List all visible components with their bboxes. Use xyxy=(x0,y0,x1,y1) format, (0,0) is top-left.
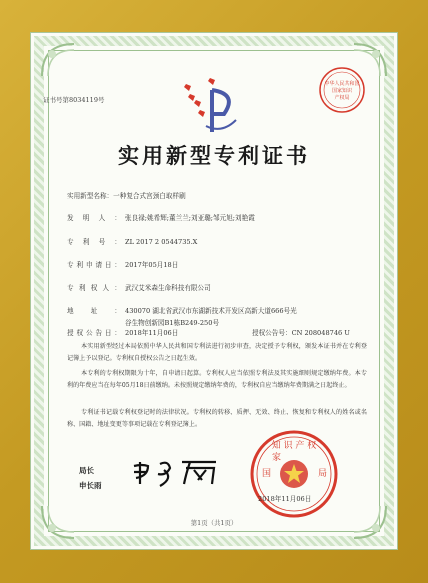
svg-text:知 识 产 权: 知 识 产 权 xyxy=(271,441,317,451)
field-address-line2: 谷生物创新园B1栋B249-250号 xyxy=(125,319,220,327)
field-value: 2017年05月18日 xyxy=(125,261,179,269)
field-label: 专利号： xyxy=(67,238,121,246)
field-label: 专利申请日： xyxy=(67,261,121,269)
svg-text:国: 国 xyxy=(262,469,272,479)
patent-office-logo-icon xyxy=(182,70,242,140)
svg-text:家: 家 xyxy=(272,453,282,463)
field-grant-number xyxy=(252,327,350,337)
field-address xyxy=(67,305,297,315)
director-signature xyxy=(130,454,226,490)
field-patentee xyxy=(67,282,211,292)
paragraph-grant: 本实用新型经过本局依照中华人民共和国专利法进行初步审查，决定授予专利权，颁发本证书并在专利登记簿上予以登记。专利权自授权公告之日起生效。 xyxy=(67,343,367,363)
field-utility-name xyxy=(67,190,186,200)
paragraph-term: 本专利的专利权期限为十年，自申请日起算。专利权人应当依照专利法及其实施细则规定缴纳年费。本专利的年费应当在每年05月18日前缴纳。未按照规定缴纳年费的，专利权自应当缴纳年费期满之日起终止。 xyxy=(67,370,367,390)
page-footer: 第1页（共1页） xyxy=(190,519,238,527)
field-label: 授权公告号： xyxy=(252,329,292,337)
field-value: 武汉艾米森生命科技有限公司 xyxy=(125,284,211,292)
svg-text:局: 局 xyxy=(318,469,328,479)
field-label: 授权公告日： xyxy=(67,329,121,337)
field-grant-date xyxy=(67,327,178,337)
field-label: 专利权人： xyxy=(67,284,121,292)
official-seal xyxy=(248,428,340,520)
svg-text:中华人民共和国: 中华人民共和国 xyxy=(324,81,360,87)
field-label: 发明人： xyxy=(67,214,121,222)
field-value: 一种复合式宫颈白取样刷 xyxy=(113,192,186,200)
seal-date: 2018年11月06日 xyxy=(258,495,312,503)
field-label: 地址： xyxy=(67,307,121,315)
field-label: 实用新型名称： xyxy=(67,192,114,200)
field-value: ZL 2017 2 0544735.X xyxy=(125,238,198,246)
svg-text:产权局: 产权局 xyxy=(334,95,350,101)
certificate-number: 证书号第8034119号 xyxy=(43,96,105,104)
director-name: 申长雨 xyxy=(79,481,102,490)
field-value: 2018年11月06日 xyxy=(125,329,179,337)
field-value: 张良禄;姚希辉;董兰兰;刘亚璐;邹元旭;刘艳霞 xyxy=(125,214,255,222)
field-inventor xyxy=(67,212,255,222)
corner-ornament xyxy=(38,40,78,80)
field-filing-date xyxy=(67,259,178,269)
field-value: CN 208048746 U xyxy=(291,329,350,337)
anti-counterfeit-badge-icon xyxy=(318,66,366,114)
svg-text:国家知识: 国家知识 xyxy=(331,88,353,94)
field-patent-number xyxy=(67,236,197,246)
paragraph-legal-status: 专利证书记载专利权登记时的法律状况。专利权的转移、质押、无效、终止、恢复和专利权人的姓名或名称、国籍、地址变更等事项记载在专利登记簿上。 xyxy=(67,409,367,429)
director-title: 局长 xyxy=(79,466,94,475)
field-value: 430070 湖北省武汉市东湖新技术开发区高新大道666号光 xyxy=(125,307,297,315)
certificate-title: 实用新型专利证书 xyxy=(118,143,310,168)
